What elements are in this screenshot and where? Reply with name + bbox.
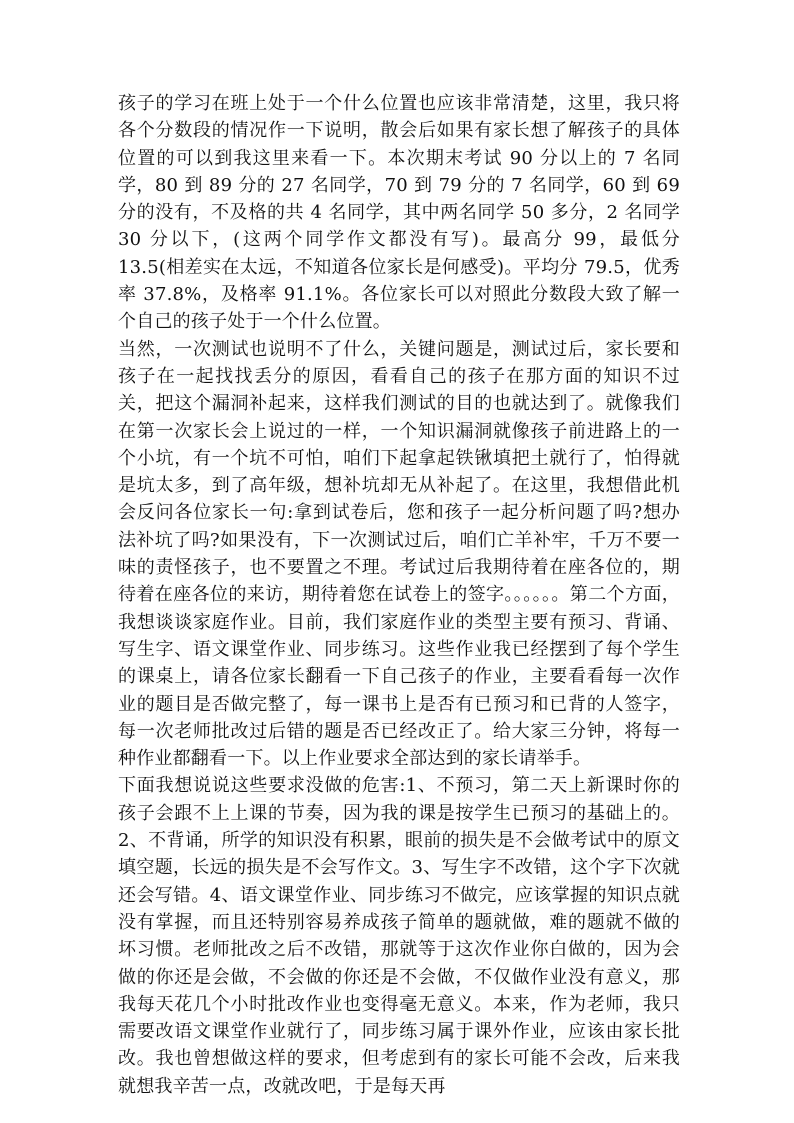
paragraph-score-distribution: 孩子的学习在班上处于一个什么位置也应该非常清楚，这里，我只将各个分数段的情况作一下说明，散会后如果有家长想了解孩子的具体位置的可以到我这里来看一下。本次期末考试 90 分以上的 7 名同学，80 到 89 分的 27 名同学，70 到 79 分的 7 名同学，60 到 69 分的没有，不及格的共 4 名同学，其中两名同学 50 多分，2 名同学 30 分以下，(这两个同学作文都没有写)。最高分 99，最低分 13.5(相差实在太远，不知道各位家长是何感受)。平均分 79.5，优秀率 37.8%，及格率 91.1%。各位家长可以对照此分数段大致了解一个自己的孩子处于一个什么位置。 (118, 93, 680, 333)
paragraph-homework-harms: 下面我想说说这些要求没做的危害:1、不预习，第二天上新课时你的孩子会跟不上上课的节奏，因为我的课是按学生已预习的基础上的。2、不背诵，所学的知识没有积累，眼前的损失是不会做考试中的原文填空题，长远的损失是不会写作文。3、写生字不改错，这个字下次就还会写错。4、语文课堂作业、同步练习不做完，应该掌握的知识点就没有掌握，而且还特别容易养成孩子简单的题就做，难的题就不做的坏习惯。老师批改之后不改错，那就等于这次作业你白做的，因为会做的你还是会做，不会做的你还是不会做，不仅做作业没有意义，那我每天花几个小时批改作业也变得毫无意义。本来，作为老师，我只需要改语文课堂作业就行了，同步练习属于课外作业，应该由家长批改。我也曾想做这样的要求，但考虑到有的家长可能不会改，后来我就想我辛苦一点，改就改吧，于是每天再 (118, 775, 680, 1097)
document-body (118, 90, 680, 1100)
paragraph-test-reflection-homework: 当然，一次测试也说明不了什么，关键问题是，测试过后，家长要和孩子在一起找找丢分的原因，看看自己的孩子在那方面的知识不过关，把这个漏洞补起来，这样我们测试的目的也就达到了。就像我们在第一次家长会上说过的一样，一个知识漏洞就像孩子前进路上的一个小坑，有一个坑不可怕，咱们下起拿起铁锹填把土就行了，怕得就是坑太多，到了高年级，想补坑却无从补起了。在这里，我想借此机会反问各位家长一句:拿到试卷后，您和孩子一起分析问题了吗?想办法补坑了吗?如果没有，下一次测试过后，咱们亡羊补牢，千万不要一味的责怪孩子，也不要置之不理。考试过后我期待着在座各位的，期待着在座各位的来访，期待着您在试卷上的签字。。。。。。第二个方面，我想谈谈家庭作业。目前，我们家庭作业的类型主要有预习、背诵、写生字、语文课堂作业、同步练习。这些作业我已经摆到了每个学生的课桌上，请各位家长翻看一下自己孩子的作业，主要看看每一次作业的题目是否做完整了，每一课书上是否有已预习和已背的人签字，每一次老师批改过后错的题是否已经改正了。给大家三分钟，将每一种作业都翻看一下。以上作业要求全部达到的家长请举手。 (118, 338, 680, 770)
